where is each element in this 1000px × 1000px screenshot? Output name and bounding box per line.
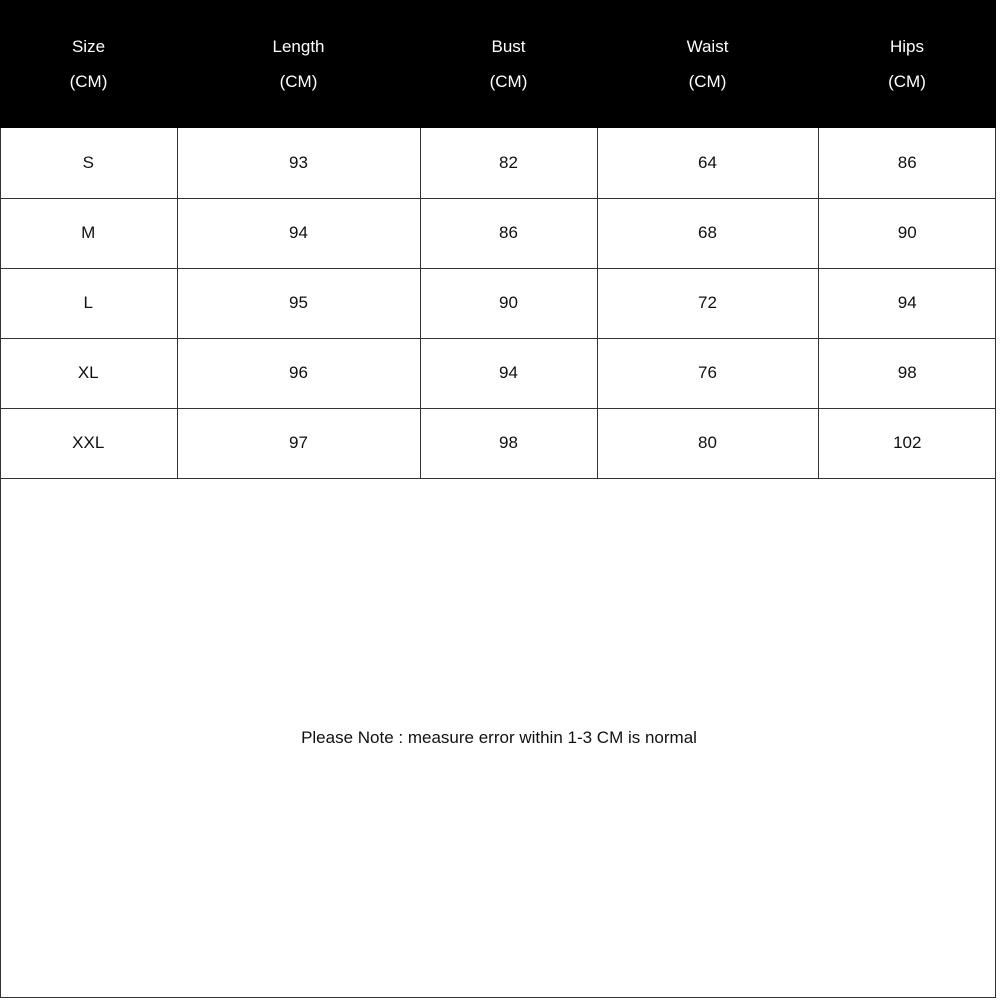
cell-size: L bbox=[0, 268, 177, 338]
cell-length: 93 bbox=[177, 128, 420, 198]
header-bust-label: Bust bbox=[491, 37, 526, 56]
table-row bbox=[0, 268, 996, 338]
cell-hips: 86 bbox=[818, 128, 996, 198]
cell-bust: 86 bbox=[420, 198, 597, 268]
cell-length: 97 bbox=[177, 408, 420, 478]
table-row bbox=[0, 408, 996, 478]
cell-length: 95 bbox=[177, 268, 420, 338]
header-size-label: Size bbox=[71, 37, 106, 56]
cell-hips: 94 bbox=[818, 268, 996, 338]
cell-bust: 82 bbox=[420, 128, 597, 198]
cell-bust: 90 bbox=[420, 268, 597, 338]
cell-hips: 90 bbox=[818, 198, 996, 268]
cell-length: 96 bbox=[177, 338, 420, 408]
header-length-unit: (CM) bbox=[279, 72, 318, 91]
cell-size: M bbox=[0, 198, 177, 268]
cell-bust: 98 bbox=[420, 408, 597, 478]
cell-waist: 72 bbox=[597, 268, 818, 338]
header-length-label: Length bbox=[272, 37, 325, 56]
table-row bbox=[0, 338, 996, 408]
header-waist bbox=[597, 0, 818, 128]
cell-size: S bbox=[0, 128, 177, 198]
header-size bbox=[0, 0, 177, 128]
header-row bbox=[0, 0, 996, 128]
cell-waist: 76 bbox=[597, 338, 818, 408]
measurement-note: Please Note : measure error within 1-3 CM is normal bbox=[301, 728, 697, 747]
size-chart-table bbox=[0, 0, 996, 479]
table-row bbox=[0, 198, 996, 268]
header-bust-unit: (CM) bbox=[489, 72, 528, 91]
cell-hips: 98 bbox=[818, 338, 996, 408]
cell-waist: 68 bbox=[597, 198, 818, 268]
cell-waist: 64 bbox=[597, 128, 818, 198]
table-header bbox=[0, 0, 996, 128]
cell-bust: 94 bbox=[420, 338, 597, 408]
cell-hips: 102 bbox=[818, 408, 996, 478]
cell-size: XL bbox=[0, 338, 177, 408]
header-waist-label: Waist bbox=[686, 37, 729, 56]
header-hips bbox=[818, 0, 996, 128]
cell-waist: 80 bbox=[597, 408, 818, 478]
header-size-unit: (CM) bbox=[69, 72, 108, 91]
cell-size: XXL bbox=[0, 408, 177, 478]
table-body bbox=[0, 128, 996, 478]
header-waist-unit: (CM) bbox=[688, 72, 727, 91]
table-row bbox=[0, 128, 996, 198]
header-length bbox=[177, 0, 420, 128]
header-hips-label: Hips bbox=[889, 37, 924, 56]
header-bust bbox=[420, 0, 597, 128]
header-hips-unit: (CM) bbox=[888, 72, 926, 91]
cell-length: 94 bbox=[177, 198, 420, 268]
